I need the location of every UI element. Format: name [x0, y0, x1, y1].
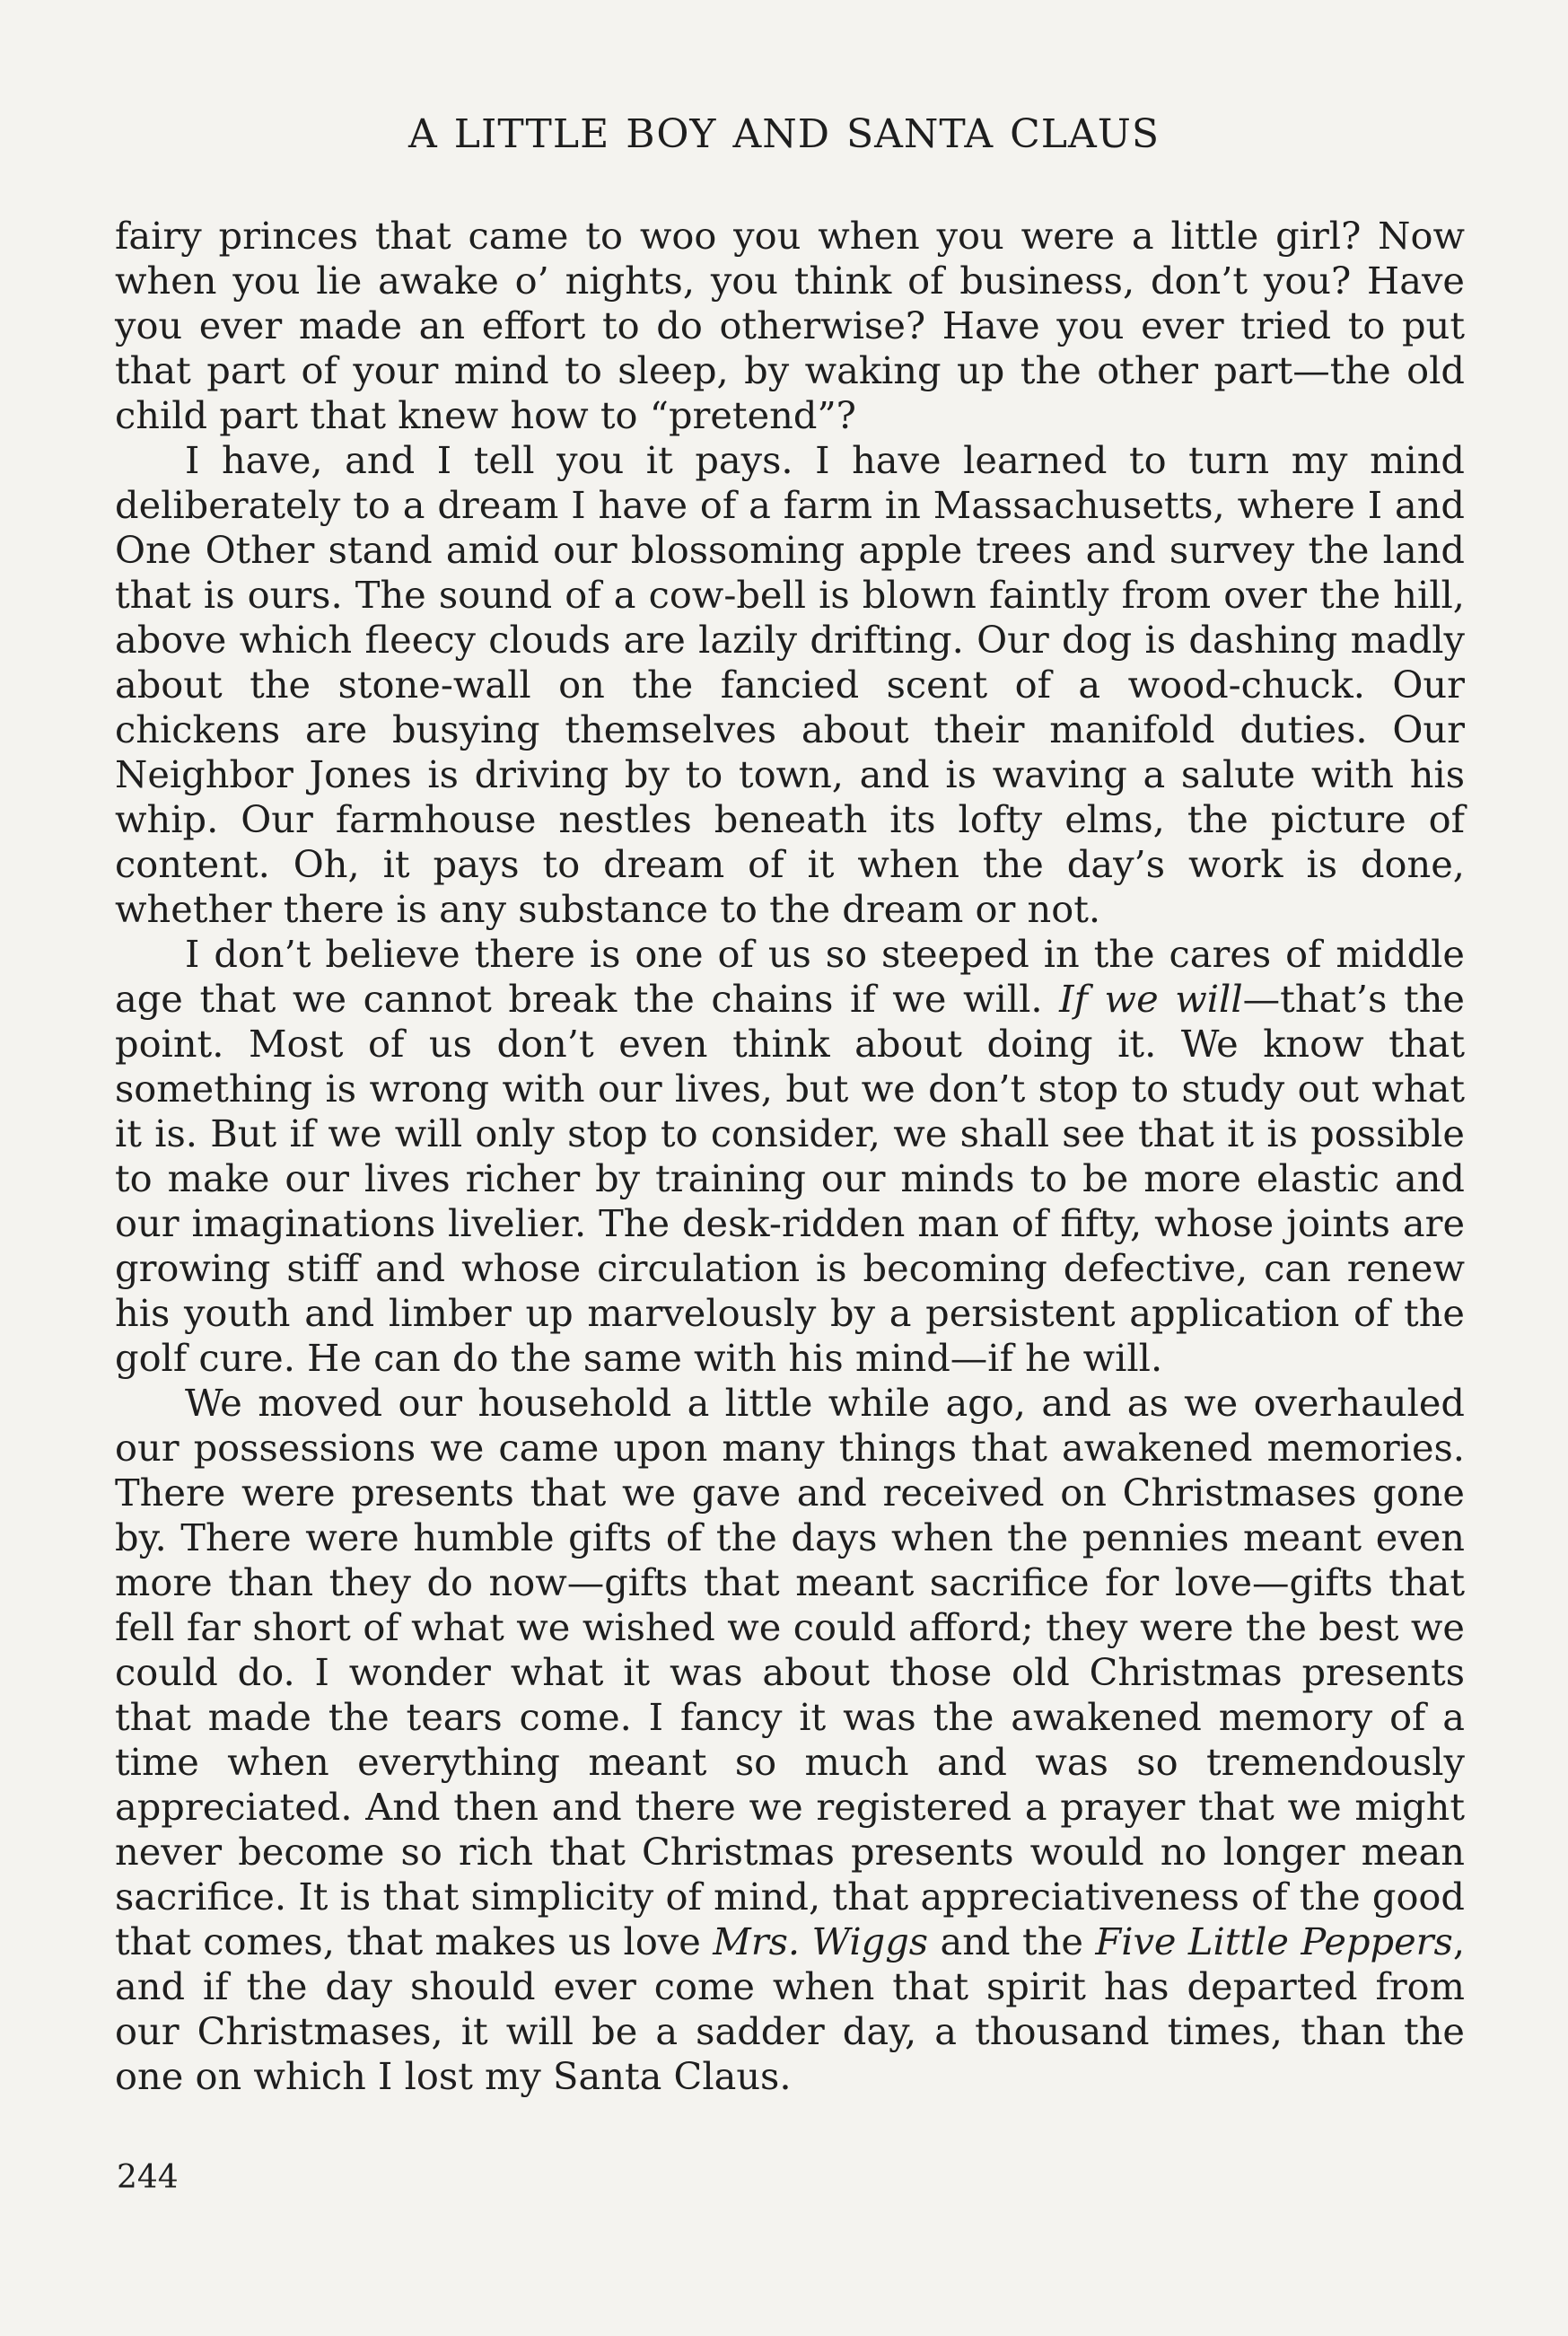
- paragraph-4-title-mrs-wiggs: Mrs. Wiggs: [713, 1919, 929, 1963]
- paragraph-4: [115, 1381, 1465, 2099]
- running-title: A LITTLE BOY AND SANTA CLAUS: [408, 111, 1160, 157]
- paragraph-3-text-b: —that’s the point. Most of us don’t even think about doing it. We know that something is wrong with our lives, but we don’t stop to study out what it is. But if we will only stop to consider, we shall see that it is possible to make our lives richer by training our minds to be more elastic and our imaginations livelier. The desk-ridden man of fifty, whose joints are growing stiff and whose circulation is becoming defective, can renew his youth and limber up marvelously by a persistent application of the golf cure. He can do the same with his mind—if he will.: [115, 977, 1465, 1380]
- paragraph-3-emphasis: If we will: [1059, 977, 1243, 1021]
- paragraph-4-title-five-little-peppers: Five Little Peppers: [1095, 1919, 1453, 1963]
- paragraph-2: I have, and I tell you it pays. I have learned to turn my mind deliberately to a dream I have of a farm in Massachusetts, where I and One Other stand amid our blossoming apple trees and survey the land that is ours. The sound of a cow-bell is blown faintly from over the hill, above which fleecy clouds are lazily drifting. Our dog is dashing madly about the stone-wall on the fancied scent of a wood-chuck. Our chickens are busying themselves about their manifold duties. Our Neighbor Jones is driving by to town, and is waving a salute with his whip. Our farmhouse nestles beneath its lofty elms, the picture of content. Oh, it pays to dream of it when the day’s work is done, whether there is any substance to the dream or not.: [115, 438, 1465, 931]
- paragraph-3: [115, 932, 1465, 1381]
- paragraph-1: fairy princes that came to woo you when you were a little girl? Now when you lie awake o’ nights, you think of business, don’t you? Have you ever made an effort to do otherwise? Have you ever tried to put that part of your mind to sleep, by waking up the other part—the old child part that knew how to “pretend”?: [115, 214, 1465, 437]
- paragraph-4-text-a: We moved our household a little while ago, and as we overhauled our possessions we came upon many things that awakened memories. There were presents that we gave and received on Christmases gone by. There were humble gifts of the days when the pennies meant even more than they do now—gifts that meant sacrifice for love—gifts that fell far short of what we wished we could afford; they were the best we could do. I wonder what it was about those old Christmas presents that made the tears come. I fancy it was the awakened memory of a time when everything meant so much and was so tremendously appreciated. And then and there we registered a prayer that we might never become so rich that Christmas presents would no longer mean sacrifice. It is that simplicity of mind, that appreciativeness of the good that comes, that makes us love: [115, 1381, 1465, 1963]
- paragraph-4-text-c: , and if the day should ever come when that spirit has departed from our Christmases, it will be a sadder day, a thousand times, than the one on which I lost my Santa Claus.: [115, 1919, 1466, 2098]
- page-number: 244: [117, 2159, 179, 2196]
- paragraph-3-text-a: I don’t believe there is one of us so steeped in the cares of middle age that we cannot break the chains if we will.: [115, 932, 1465, 1021]
- paragraph-4-text-b: and the: [928, 1919, 1096, 1963]
- body-text: [115, 214, 1465, 2099]
